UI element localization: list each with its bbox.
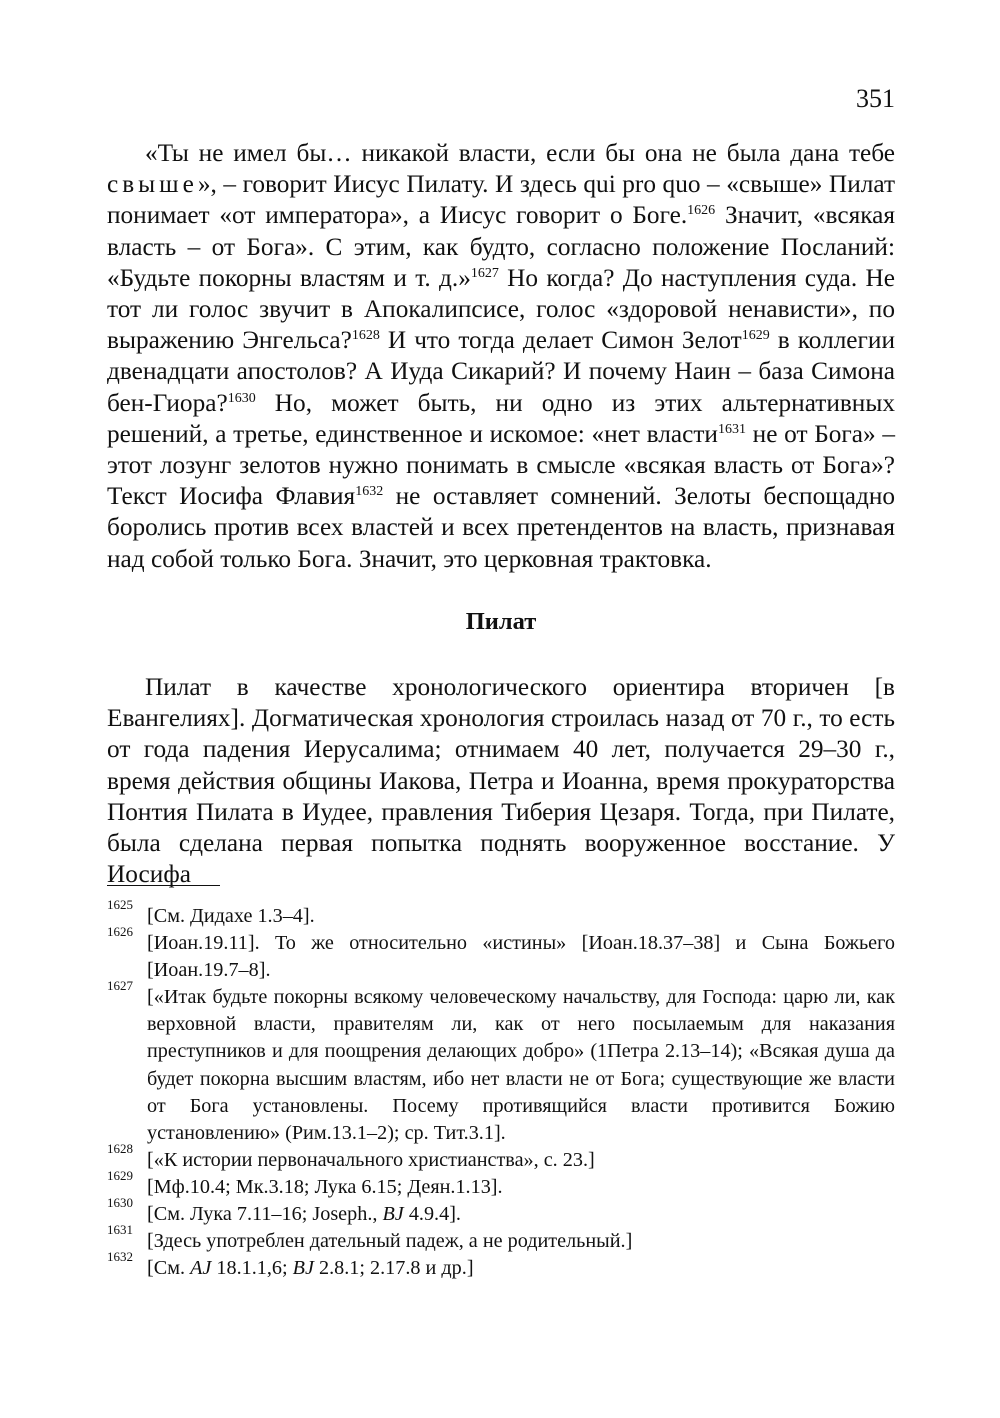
- footnote: 1627 [«Итак будьте покорны всякому человеческому начальству, для Господа: царю ли, как верховной власти, правителям ли, как от него посылаемым для наказания преступников и для поощрения делающих добро» (1Петра 2.13–14); «Всякая душа да будет покорна высшим властям, ибо нет власти не от Бога; существующие же власти от Бога установлены. Посему противящийся власти противится Божию установлению» (Рим.13.1–2); ср. Тит.3.1].: [107, 978, 895, 1144]
- footnote: 1631 [Здесь употреблен дательный падеж, а не родительный.]: [107, 1222, 633, 1253]
- page-number: 351: [856, 84, 895, 113]
- footnote-number: 1632: [107, 1249, 133, 1265]
- footnote: 1629 [Мф.10.4; Мк.3.18; Лука 6.15; Деян.1.13].: [107, 1167, 503, 1198]
- footnote: 1632 [См. AJ 18.1.1,6; BJ 2.8.1; 2.17.8 и др.]: [107, 1249, 474, 1280]
- footnote-ref[interactable]: 1627: [470, 265, 499, 281]
- footnote-number: 1625: [107, 897, 133, 912]
- footnote-divider: [107, 885, 220, 886]
- footnote-ref[interactable]: 1629: [741, 328, 770, 344]
- footnote-ref[interactable]: 1628: [351, 328, 380, 344]
- footnote-ref[interactable]: 1631: [717, 421, 746, 437]
- footnotes: [107, 897, 895, 1282]
- footnote-number: 1627: [107, 978, 133, 994]
- footnote-ref[interactable]: 1630: [227, 390, 256, 406]
- footnote-number: 1629: [107, 1167, 133, 1183]
- footnote-number: 1626: [107, 924, 133, 940]
- footnote: 1626 [Иоан.19.11]. То же относительно «истины» [Иоан.18.37–38] и Сына Божьего [Иоан.19.7–8].: [107, 924, 895, 982]
- footnote: 1625 [См. Дидахе 1.3–4].: [107, 897, 315, 927]
- main-text-paragraph-1: «Ты не имел бы… никакой власти, если бы она не была дана тебе свыше», – говорит Иисус Пилату. И здесь qui pro quo – «свыше» Пилат понимает «от императора», а Иисус говорит о Боге.$^{1626}$ Значит, «всякая власть – от Бога». С этим, как будто, согласно положение Посланий: «Будьте покорны властям и т. д.»$^{1627}$ Но когда? До наступления суда. Не тот ли голос звучит в Апокалипсисе, голос «здоровой ненависти», по выражению Энгельса?$^{1628}$ И что тогда делает Симон Зелот$^{1629}$ в коллегии двенадцати апостолов? А Иуда Сикарий? И почему Наин – база Симона бен-Гиора?$^{1630}$ Но, может быть, ни одно из этих альтернативных решений, а третье, единственное и искомое: «нет власти$^{1631}$ не от Бога» – этот лозунг зелотов нужно понимать в смысле «всякая власть от Бога»? Текст Иосифа Флавия$^{1632}$ не оставляет сомнений. Зелоты беспощадно боролись против всех властей и всех претендентов на власть, признавая над собой только Бога. Значит, это церковная трактовка.: [107, 139, 895, 573]
- footnote-number: 1630: [107, 1195, 133, 1211]
- footnote-ref[interactable]: 1632: [355, 484, 384, 500]
- footnote-number: 1631: [107, 1222, 133, 1238]
- footnote-ref[interactable]: 1626: [687, 203, 716, 219]
- main-text-paragraph-2: Пилат в качестве хронологического ориентира вторичен [в Евангелиях]. Догматическая хронология строилась назад от 70 г., то есть от года падения Иерусалима; отнимаем 40 лет, получается 29–30 г., время действия общины Иакова, Петра и Иоанна, время прокураторства Понтия Пилата в Иудее, правления Тиберия Цезаря. Тогда, при Пилате, была сделана первая попытка поднять вооруженное восстание. У Иосифа: [107, 673, 895, 889]
- footnote: 1630 [См. Лука 7.11–16; Joseph., BJ 4.9.4].: [107, 1195, 461, 1226]
- footnote: 1628 [«К истории первоначального христианства», с. 23.]: [107, 1140, 595, 1171]
- footnote-number: 1628: [107, 1140, 133, 1156]
- section-heading: Пилат: [465, 608, 537, 635]
